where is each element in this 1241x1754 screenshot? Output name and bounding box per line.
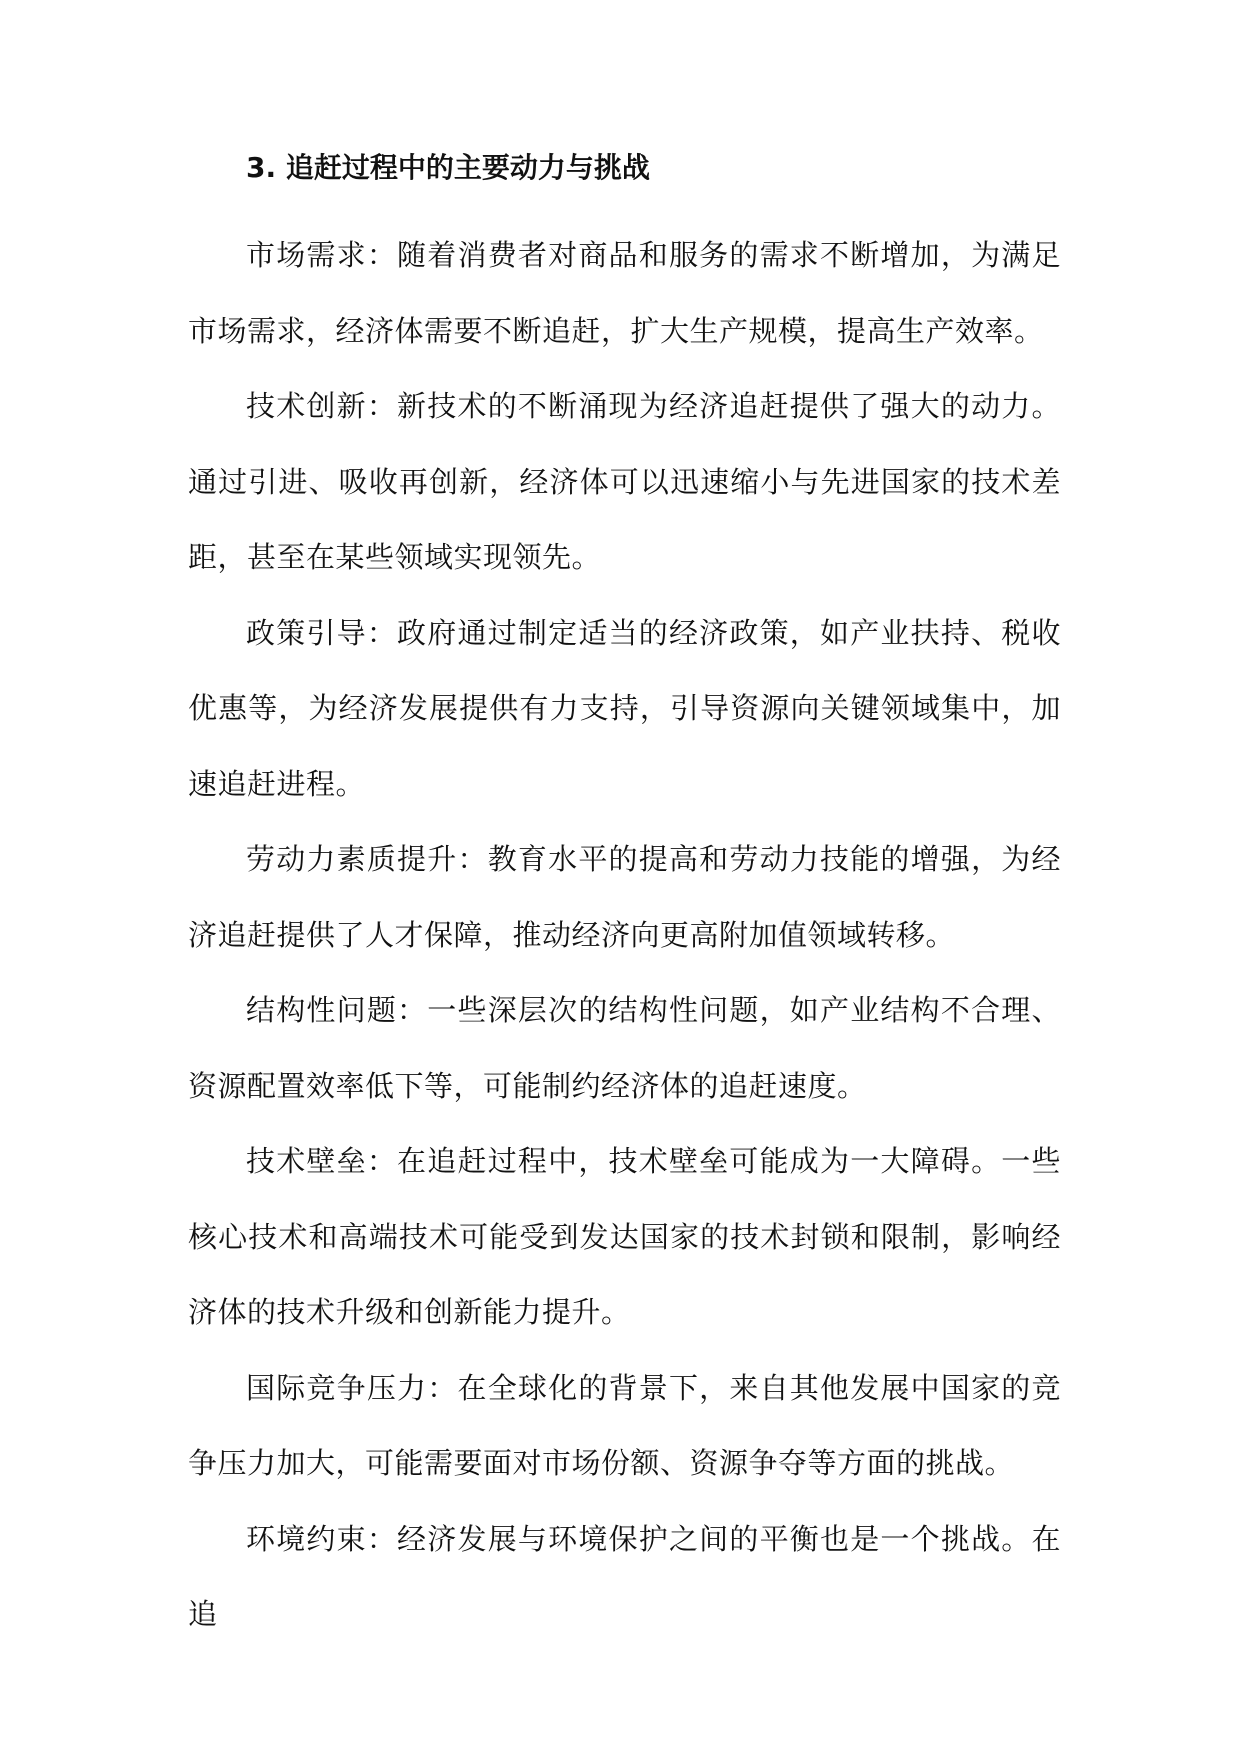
paragraph-international-competition: 国际竞争压力：在全球化的背景下，来自其他发展中国家的竞争压力加大，可能需要面对市场份额、资源争夺等方面的挑战。 [188,1370,1061,1480]
paragraph-labor-quality: 劳动力素质提升：教育水平的提高和劳动力技能的增强，为经济追赶提供了人才保障，推动经济向更高附加值领域转移。 [188,842,1061,952]
paragraph-structural-issues: 结构性问题：一些深层次的结构性问题，如产业结构不合理、资源配置效率低下等，可能制约经济体的追赶速度。 [188,993,1061,1103]
section-heading: 3. 追赶过程中的主要动力与挑战 [246,151,650,184]
paragraph-environmental-constraints: 环境约束：经济发展与环境保护之间的平衡也是一个挑战。在追 [188,1521,1061,1631]
paragraph-market-demand: 市场需求：随着消费者对商品和服务的需求不断增加，为满足市场需求，经济体需要不断追赶，扩大生产规模，提高生产效率。 [188,238,1061,348]
paragraph-policy-guidance: 政策引导：政府通过制定适当的经济政策，如产业扶持、税收优惠等，为经济发展提供有力支持，引导资源向关键领域集中，加速追赶进程。 [188,615,1061,801]
paragraph-tech-barriers: 技术壁垒：在追赶过程中，技术壁垒可能成为一大障碍。一些核心技术和高端技术可能受到发达国家的技术封锁和限制，影响经济体的技术升级和创新能力提升。 [188,1144,1061,1329]
document-body [188,148,1061,1653]
paragraph-tech-innovation: 技术创新：新技术的不断涌现为经济追赶提供了强大的动力。通过引进、吸收再创新，经济体可以迅速缩小与先进国家的技术差距，甚至在某些领域实现领先。 [188,389,1061,574]
